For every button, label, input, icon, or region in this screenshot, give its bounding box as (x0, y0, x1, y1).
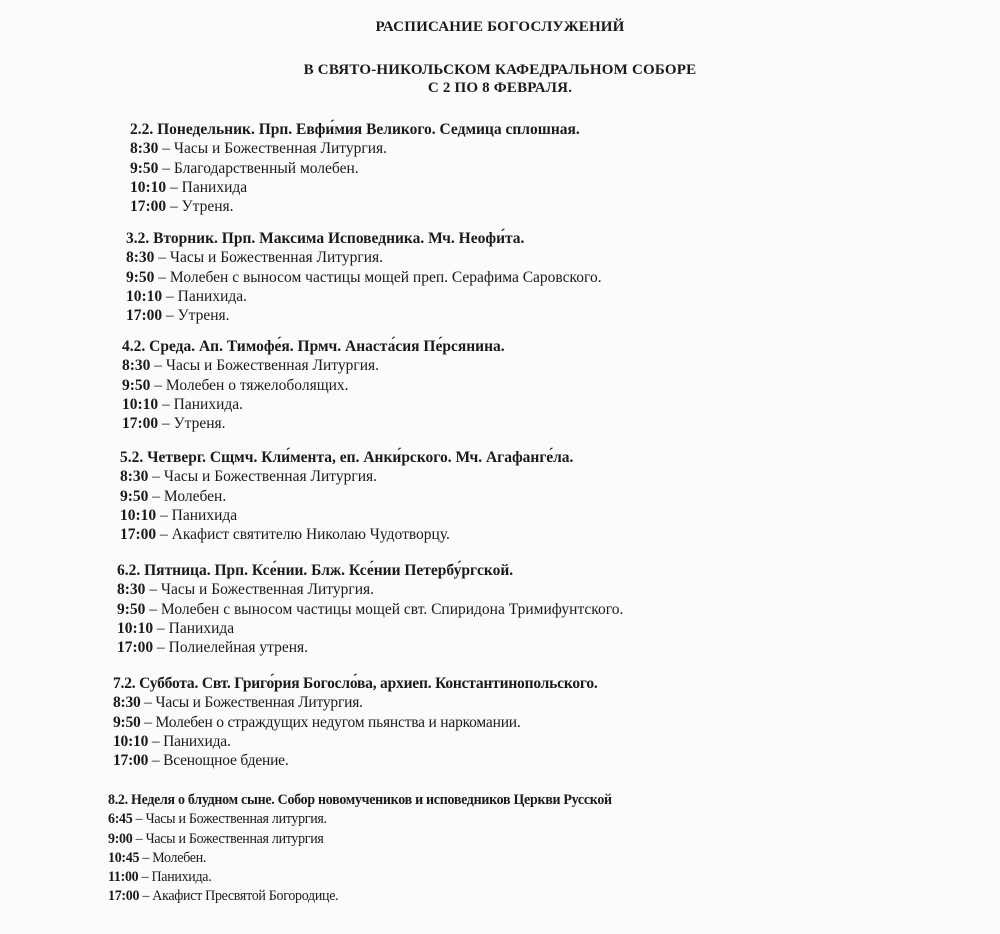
service-time: 17:00 (130, 198, 167, 216)
service-time: 17:00 (117, 639, 154, 657)
day-block-3-2 (126, 229, 602, 325)
service-time: 6:45 (108, 811, 133, 828)
service-time: 17:00 (108, 888, 140, 905)
service-time: 10:10 (113, 732, 149, 750)
service-text: – Часы и Божественная Литургия. (150, 357, 380, 375)
service-row (117, 619, 623, 638)
service-text: – Полиелейная утреня. (153, 639, 309, 657)
service-text: – Молебен с выносом частицы мощей преп. Серафима Саровского. (154, 268, 602, 286)
service-row (108, 868, 612, 887)
service-text: – Молебен о тяжелоболящих. (150, 376, 349, 394)
service-time: 17:00 (113, 752, 149, 770)
service-time: 9:50 (117, 600, 146, 618)
service-row (117, 600, 623, 619)
service-time: 9:50 (130, 159, 159, 177)
day-heading: 4.2. Среда. Ап. Тимофе́я. Прмч. Анаста́сия Пе́рсянина. (122, 338, 505, 355)
service-text: – Утреня. (162, 307, 230, 325)
service-row (126, 306, 602, 325)
service-time: 9:50 (122, 376, 151, 394)
service-time: 8:30 (117, 581, 146, 599)
day-heading: 2.2. Понедельник. Прп. Евфи́мия Великого. Седмица сплошная. (130, 121, 580, 138)
service-text: – Часы и Божественная Литургия. (145, 581, 375, 599)
service-row (126, 248, 602, 267)
service-text: – Часы и Божественная Литургия. (154, 249, 384, 267)
service-row (113, 713, 598, 732)
service-row (122, 414, 505, 433)
day-heading: 7.2. Суббота. Свт. Григо́рия Богосло́ва, архиеп. Константинопольского. (113, 675, 598, 692)
service-time: 17:00 (120, 526, 157, 544)
service-text: – Панихида (166, 178, 248, 196)
service-row (130, 159, 580, 178)
service-row (130, 139, 580, 158)
day-heading: 8.2. Неделя о блудном сыне. Собор новомучеников и исповедников Церкви Русской (108, 792, 612, 808)
service-time: 9:50 (113, 713, 141, 731)
service-text: – Часы и Божественная литургия. (132, 811, 327, 828)
service-row (130, 197, 580, 216)
service-text: – Часы и Божественная Литургия. (158, 140, 388, 158)
service-row (120, 525, 573, 544)
service-time: 10:10 (126, 287, 163, 305)
day-block-8-2 (108, 791, 650, 907)
day-heading: 3.2. Вторник. Прп. Максима Исповедника. Мч. Неофи́та. (126, 230, 525, 247)
service-row (120, 467, 573, 486)
service-row (113, 693, 598, 712)
day-heading: 6.2. Пятница. Прп. Ксе́нии. Блж. Ксе́нии Петербу́ргской. (117, 562, 514, 579)
service-text: – Акафист святителю Николаю Чудотворцу. (156, 526, 450, 544)
service-row (113, 751, 598, 770)
service-text: – Часы и Божественная Литургия. (140, 694, 363, 712)
document-subtitle-line1: В СВЯТО-НИКОЛЬСКОМ КАФЕДРАЛЬНОМ СОБОРЕ (303, 62, 697, 78)
service-row (117, 580, 623, 599)
service-time: 9:00 (108, 830, 133, 847)
service-text: – Панихида. (162, 287, 248, 305)
service-time: 10:10 (117, 619, 154, 637)
day-block-7-2 (113, 674, 598, 770)
service-text: – Панихида. (138, 869, 212, 886)
service-row (122, 356, 505, 375)
service-row (126, 287, 602, 306)
service-row (122, 376, 505, 395)
service-text: – Всенощное бдение. (148, 752, 289, 770)
service-text: – Молебен о страждущих недугом пьянства и наркомании. (140, 713, 521, 731)
service-text: – Утреня. (158, 415, 226, 433)
service-time: 17:00 (122, 415, 159, 433)
service-time: 8:30 (120, 468, 149, 486)
service-text: – Молебен. (139, 849, 207, 866)
service-time: 9:50 (126, 268, 155, 286)
day-block-4-2 (122, 337, 505, 433)
service-time: 17:00 (126, 307, 163, 325)
service-text: – Панихида. (158, 395, 244, 413)
service-time: 8:30 (122, 357, 151, 375)
service-text: – Молебен. (148, 487, 227, 505)
service-time: 11:00 (108, 869, 139, 886)
service-row (108, 830, 612, 849)
service-time: 8:30 (130, 140, 159, 158)
service-text: – Часы и Божественная литургия (132, 830, 324, 847)
service-time: 10:45 (108, 849, 140, 866)
service-text: – Акафист Пресвятой Богородице. (139, 888, 339, 905)
service-text: – Панихида (153, 619, 235, 637)
service-text: – Панихида. (148, 732, 231, 750)
service-text: – Панихида (156, 506, 238, 524)
service-text: – Часы и Божественная Литургия. (148, 468, 378, 486)
service-row (126, 268, 602, 287)
service-row (122, 395, 505, 414)
service-time: 9:50 (120, 487, 149, 505)
service-row (120, 487, 573, 506)
service-row (117, 638, 623, 657)
service-row (130, 178, 580, 197)
service-row (108, 849, 612, 868)
service-row (120, 506, 573, 525)
service-time: 8:30 (113, 694, 141, 712)
document-title: РАСПИСАНИЕ БОГОСЛУЖЕНИЙ (375, 19, 625, 35)
day-block-5-2 (120, 448, 573, 544)
service-time: 10:10 (120, 506, 157, 524)
service-row (108, 810, 612, 829)
service-text: – Благодарственный молебен. (158, 159, 359, 177)
document-subtitle-line2: С 2 ПО 8 ФЕВРАЛЯ. (427, 80, 573, 96)
service-time: 10:10 (122, 395, 159, 413)
day-block-2-2 (130, 120, 580, 216)
service-time: 10:10 (130, 178, 167, 196)
day-heading: 5.2. Четверг. Сщмч. Кли́мента, еп. Анки́рского. Мч. Агафанге́ла. (120, 449, 574, 466)
service-text: – Утреня. (166, 198, 234, 216)
service-row (108, 887, 612, 906)
service-time: 8:30 (126, 249, 155, 267)
day-block-6-2 (117, 561, 623, 657)
service-row (113, 732, 598, 751)
service-text: – Молебен с выносом частицы мощей свт. Спиридона Тримифунтского. (145, 600, 624, 618)
